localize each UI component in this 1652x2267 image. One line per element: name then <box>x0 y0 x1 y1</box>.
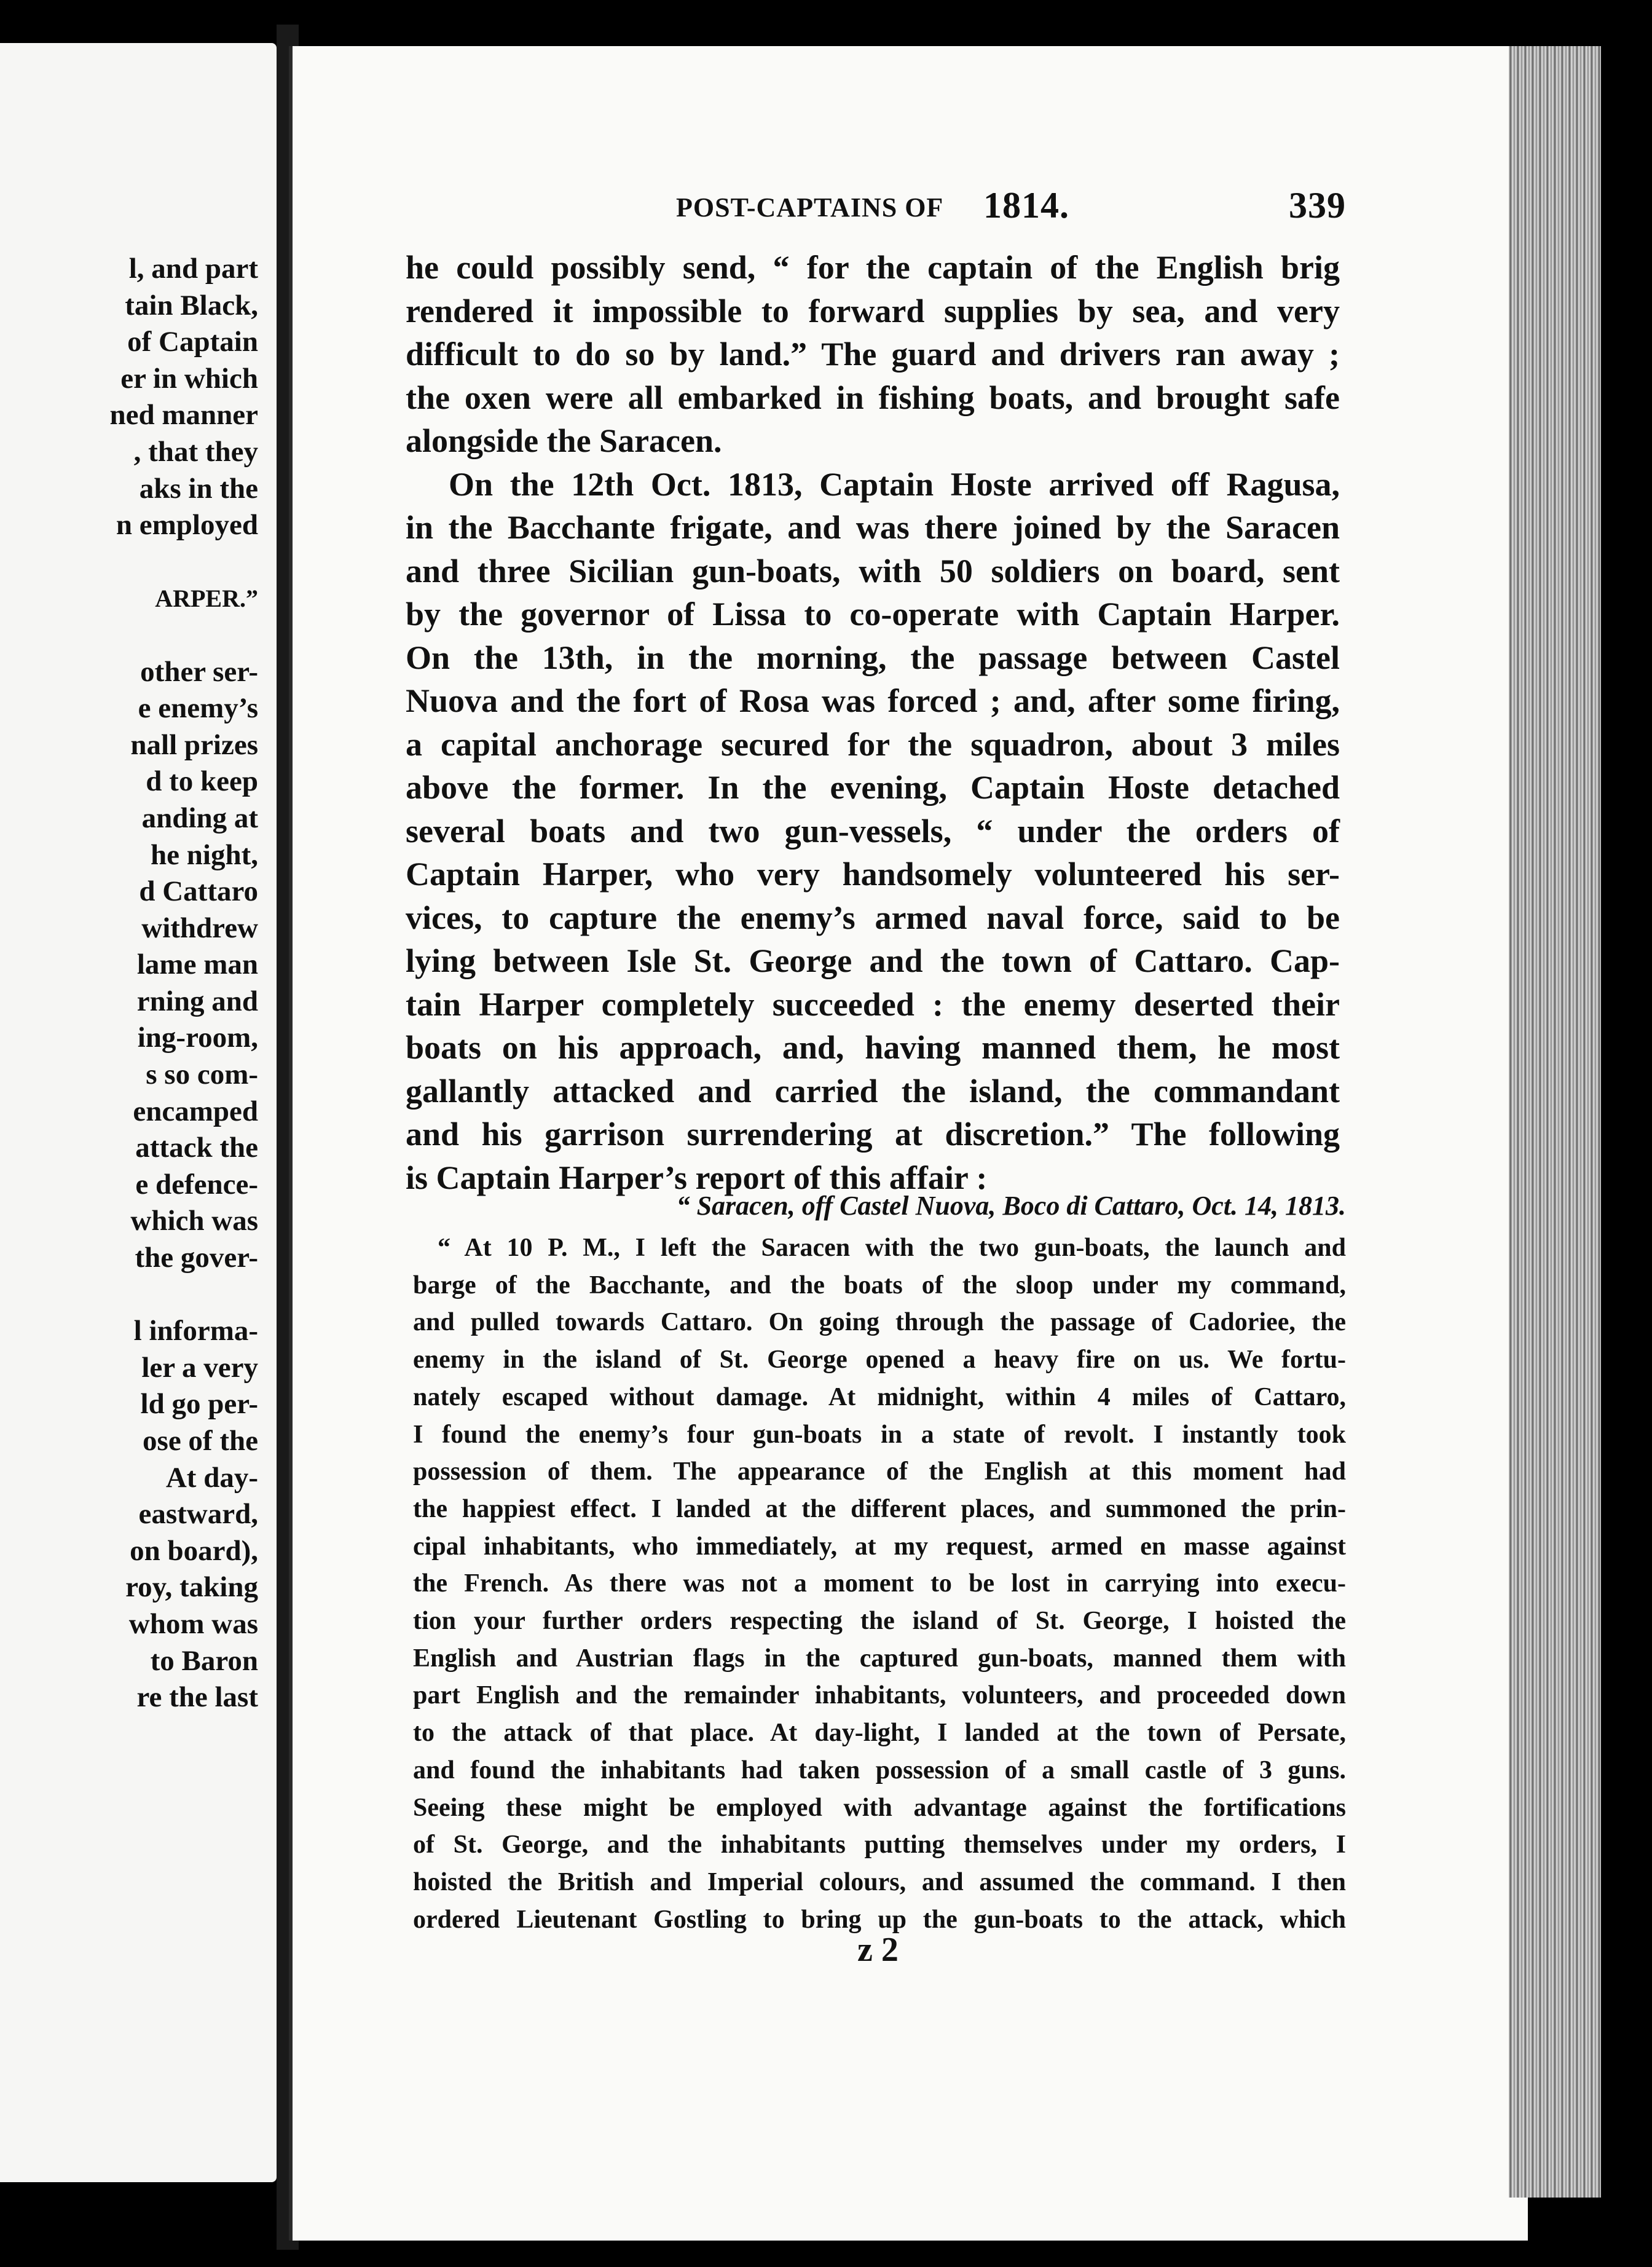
body-line: On the 13th, in the morning, the passage between Castel <box>406 639 1340 676</box>
letter-line: “ At 10 P. M., I left the Saracen with the two gun-boats, the launch and <box>438 1234 1346 1262</box>
facing-page-line: on board), <box>130 1534 258 1567</box>
facing-page-text <box>0 251 258 1716</box>
body-line: Captain Harper, who very handsomely volunteered his ser- <box>406 856 1340 893</box>
letter-line: to the attack of that place. At day-light, I landed at the town of Persate, <box>413 1719 1346 1748</box>
running-year: 1814. <box>983 185 1069 226</box>
facing-page-line: whom was <box>128 1607 258 1640</box>
facing-page-line: encamped <box>133 1095 258 1127</box>
facing-page-line: rning and <box>136 985 258 1017</box>
facing-page-line: other ser- <box>140 655 258 688</box>
facing-page-line: he night, <box>151 838 258 871</box>
letter-line: ordered Lieutenant Gostling to bring up the gun-boats to the attack, which <box>413 1905 1346 1934</box>
body-line: he could possibly send, “ for the captain of the English brig <box>406 249 1340 286</box>
body-line: boats on his approach, and, having manned them, he most <box>406 1029 1340 1066</box>
letter-line: and found the inhabitants had taken possession of a small castle of 3 guns. <box>413 1756 1346 1784</box>
body-line: by the governor of Lissa to co-operate with Captain Harper. <box>406 596 1340 633</box>
letter-line: enemy in the island of St. George opened a heavy fire on us. We fortu- <box>413 1346 1346 1374</box>
facing-page-line: n employed <box>116 509 258 542</box>
page-number: 339 <box>1289 185 1346 226</box>
letter-line: English and Austrian flags in the captured gun-boats, manned them with <box>413 1644 1346 1673</box>
body-line: above the former. In the evening, Captain Hoste detached <box>406 769 1340 806</box>
facing-page-fragment <box>0 43 277 2182</box>
letter-line: possession of them. The appearance of the English at this moment had <box>413 1457 1346 1486</box>
body-line: the oxen were all embarked in fishing boats, and brought safe <box>406 379 1340 416</box>
body-line: vices, to capture the enemy’s armed naval force, said to be <box>406 899 1340 936</box>
facing-page-line: roy, taking <box>125 1571 258 1604</box>
body-line: a capital anchorage secured for the squadron, about 3 miles <box>406 725 1340 763</box>
letter-line: of St. George, and the inhabitants putting themselves under my orders, I <box>413 1831 1346 1859</box>
letter-line: the French. As there was not a moment to be lost in carrying into execu- <box>413 1569 1346 1598</box>
body-line: tain Harper completely succeeded : the enemy deserted their <box>406 985 1340 1023</box>
letter-line: Seeing these might be employed with advantage against the fortifications <box>413 1793 1346 1822</box>
facing-page-line: which was <box>130 1205 258 1237</box>
facing-page-line: d to keep <box>146 765 258 798</box>
facing-page-line: attack the <box>135 1132 258 1164</box>
body-text <box>406 246 1340 1199</box>
body-line: and his garrison surrendering at discretion.” The following <box>406 1116 1340 1153</box>
letter-line: I found the enemy’s four gun-boats in a state of revolt. I instantly took <box>413 1420 1346 1449</box>
facing-page-line: withdrew <box>141 912 258 944</box>
body-line: is Captain Harper’s report of this affair : <box>406 1159 988 1196</box>
facing-page-line: e enemy’s <box>138 692 258 725</box>
body-line: Nuova and the fort of Rosa was forced ; and, after some firing, <box>406 682 1340 719</box>
facing-page-line: ARPER.” <box>155 585 258 613</box>
facing-page-line: the gover- <box>135 1242 258 1274</box>
facing-page-line: lame man <box>136 948 258 981</box>
facing-page-line: l informa- <box>133 1315 258 1347</box>
letter-text <box>413 1229 1346 1938</box>
page-edges <box>1509 46 1601 2198</box>
facing-page-line <box>0 1277 258 1314</box>
letter-line: part English and the remainder inhabitants, volunteers, and proceeded down <box>413 1681 1346 1710</box>
facing-page-line: ned manner <box>109 399 258 432</box>
letter-line: hoisted the British and Imperial colours, and assumed the command. I then <box>413 1867 1346 1896</box>
facing-page-line: aks in the <box>139 472 258 505</box>
letter-dateline: “ Saracen, off Castel Nuova, Boco di Cattaro, Oct. 14, 1813. <box>676 1191 1346 1221</box>
body-line: On the 12th Oct. 1813, Captain Hoste arrived off Ragusa, <box>449 465 1340 503</box>
facing-page-line: ing-room, <box>137 1022 258 1054</box>
facing-page-line: re the last <box>136 1681 258 1714</box>
letter-line: the happiest effect. I landed at the different places, and summoned the prin- <box>413 1494 1346 1523</box>
facing-page-line: l, and part <box>128 253 258 285</box>
letter-line: and pulled towards Cattaro. On going through the passage of Cadoriee, the <box>413 1308 1346 1337</box>
body-line: gallantly attacked and carried the island, the commandant <box>406 1072 1340 1110</box>
facing-page-line: nall prizes <box>130 728 258 761</box>
facing-page-line: to Baron <box>150 1644 258 1677</box>
facing-page-line: , that they <box>133 435 258 468</box>
facing-page-line <box>0 544 258 581</box>
facing-page-line: ler a very <box>141 1351 258 1384</box>
letter-line: tion your further orders respecting the island of St. George, I hoisted the <box>413 1607 1346 1636</box>
facing-page-line: ose of the <box>143 1425 258 1457</box>
signature-mark: z 2 <box>857 1931 899 1969</box>
facing-page-line: ld go per- <box>140 1388 258 1421</box>
body-line: and three Sicilian gun-boats, with 50 soldiers on board, sent <box>406 552 1340 589</box>
facing-page-line: d Cattaro <box>139 875 258 908</box>
facing-page-line: At day- <box>165 1461 258 1494</box>
letter-line: barge of the Bacchante, and the boats of the sloop under my command, <box>413 1271 1346 1299</box>
facing-page-line: tain Black, <box>125 289 258 321</box>
facing-page-line: anding at <box>141 802 258 834</box>
letter-line: cipal inhabitants, who immediately, at my request, armed en masse against <box>413 1532 1346 1561</box>
running-title: POST-CAPTAINS OF <box>676 192 944 223</box>
body-line: in the Bacchante frigate, and was there joined by the Saracen <box>406 509 1340 546</box>
facing-page-line: s so com- <box>146 1059 258 1091</box>
letter-line: nately escaped without damage. At midnight, within 4 miles of Cattaro, <box>413 1382 1346 1411</box>
facing-page-line: eastward, <box>138 1498 258 1531</box>
body-line: several boats and two gun-vessels, “ under the orders of <box>406 812 1340 850</box>
facing-page-line: er in which <box>120 362 258 395</box>
facing-page-line: e defence- <box>135 1168 258 1201</box>
facing-page-line: of Captain <box>127 326 258 358</box>
body-line: rendered it impossible to forward supplies by sea, and very <box>406 292 1340 329</box>
body-line: lying between Isle St. George and the town of Cattaro. Cap- <box>406 942 1340 979</box>
body-line: difficult to do so by land.” The guard and drivers ran away ; <box>406 336 1340 373</box>
body-line: alongside the Saracen. <box>406 422 722 459</box>
facing-page-line <box>0 617 258 654</box>
